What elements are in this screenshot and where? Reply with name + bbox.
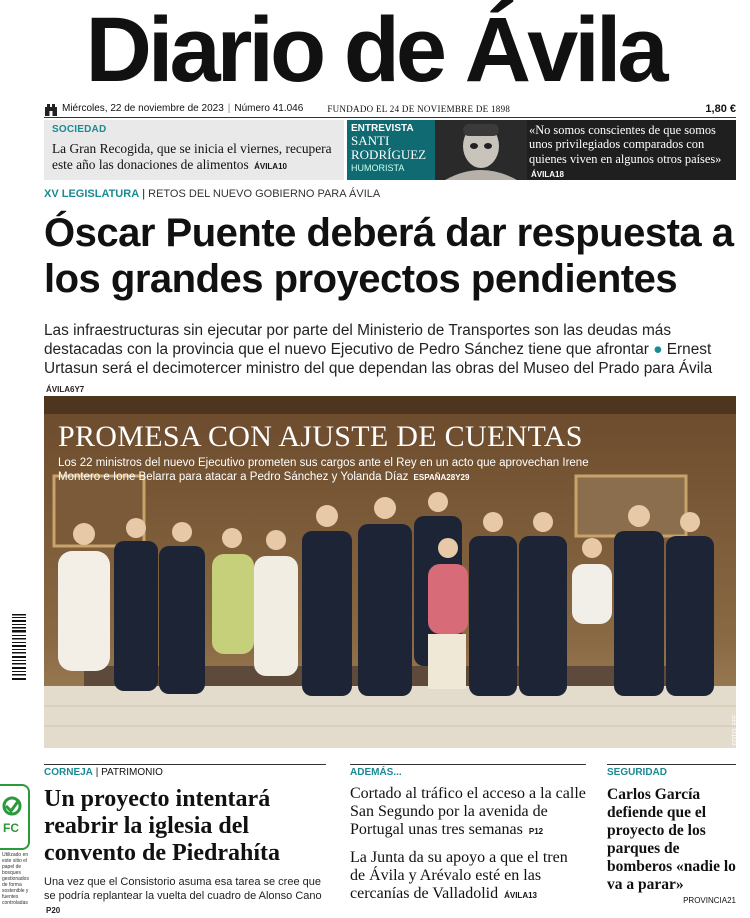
section-sub: RETOS DEL NUEVO GOBIERNO PARA ÁVILA [148, 188, 381, 200]
story-headline: Un proyecto intentará reabrir la iglesia del convento de Piedrahíta [44, 786, 280, 866]
fc-badge [0, 784, 34, 909]
bullet-dot: ● [653, 341, 663, 358]
section-line [44, 188, 380, 200]
interview-teaser[interactable] [347, 120, 736, 180]
interview-name: SANTI RODRÍGUEZ [351, 133, 427, 162]
briefs-column [350, 764, 586, 905]
society-ref: ÁVILA10 [254, 162, 287, 171]
photo-title: PROMESA CON AJUSTE DE CUENTAS [58, 420, 583, 453]
main-headline[interactable]: Óscar Puente deberá dar respuesta a los grandes proyectos pendientes [44, 211, 734, 301]
main-photo[interactable] [44, 396, 739, 748]
brief-san-segundo[interactable]: Cortado al tráfico el acceso a la calle San Segundo por la avenida de Portugal unas tres semanas P12 [350, 785, 586, 838]
main-deck: Las infraestructuras sin ejecutar por parte del Ministerio de Transportes son las deudas más destacadas con la provincia que el nuevo Ejecutivo de Pedro Sánchez tiene que afrontar ● Ernest Urtasun será el decimotercer ministro del que dependan las obras del Museo del Prado para Ávila ÁVILA6Y7 [44, 322, 713, 394]
founded-line: FUNDADO EL 24 DE NOVIEMBRE DE 1898 [327, 103, 511, 114]
issue-date: Miércoles, 22 de noviembre de 2023 [62, 103, 224, 114]
society-headline: La Gran Recogida, que se inicia el viernes, recupera este año las donaciones de alimentos ÁVILA10 [52, 141, 332, 172]
masthead [0, 0, 750, 100]
interview-label-box [347, 120, 437, 180]
story-sub: PATRIMONIO [101, 767, 163, 778]
brief-tren-cercanias[interactable]: La Junta da su apoyo a que el tren de Ávila y Arévalo esté en las cercanías de Valladolid ÁVILA13 [350, 849, 568, 902]
society-teaser[interactable] [44, 120, 344, 180]
barcode-icon [10, 612, 32, 684]
society-kicker: SOCIEDAD [52, 124, 107, 135]
issue-number: Número 41.046 [234, 103, 304, 114]
story-ref: P20 [46, 906, 61, 915]
briefs-kicker-line [350, 764, 586, 778]
separator: | [142, 188, 149, 200]
brief-ref: ÁVILA13 [504, 891, 537, 900]
photo-ref: ESPAÑA28Y29 [413, 472, 470, 482]
tree-check-icon [0, 786, 28, 848]
story-ref: PROVINCIA21 [683, 896, 736, 905]
cathedral-icon [44, 102, 58, 116]
story-convento[interactable] [44, 764, 326, 918]
story-deck: Una vez que el Consistorio asuma esa tarea se cree que se podría replantear la vuelta del cuadro de Alonso Cano P20 [44, 876, 322, 915]
fc-label: FC [3, 821, 19, 835]
interview-quote: «No somos conscientes de que somos unos privilegiados comparados con quienes viven en algunos otros países» ÁVILA18 [529, 123, 722, 180]
section-kicker: XV LEGISLATURA [44, 188, 140, 200]
interview-role: HUMORISTA [351, 163, 405, 173]
story-kicker-line [44, 764, 326, 778]
separator: | [227, 103, 231, 114]
interview-portrait [435, 120, 527, 180]
interview-kicker: ENTREVISTA [351, 123, 414, 134]
photo-caption: Los 22 ministros del nuevo Ejecutivo prometen sus cargos ante el Rey en un acto que aprovechan Irene Montero e Ione Belarra para atacar a Pedro Sánchez y Yolanda Díaz ESPAÑA28Y29 [58, 457, 589, 483]
story-kicker: CORNEJA [44, 767, 93, 778]
price: 1,80 € [705, 102, 736, 115]
brief-ref: P12 [528, 827, 544, 836]
fc-text: Utilizado en este sitio el papel de bosques gestionados de forma sostenible y fuentes controladas [2, 852, 29, 906]
fc-logo [0, 784, 30, 850]
briefs-kicker: ADEMÁS... [350, 767, 402, 778]
info-bar [44, 100, 736, 118]
separator: | [95, 767, 102, 778]
story-kicker: SEGURIDAD [607, 767, 668, 778]
photo-credit: FOTO: EFE [733, 714, 739, 746]
story-headline: Carlos García defiende que el proyecto de los parques de bomberos «nadie lo va a parar» [607, 786, 736, 893]
story-bomberos[interactable] [607, 764, 736, 905]
main-ref: ÁVILA6Y7 [46, 385, 85, 394]
story-kicker-line [607, 764, 736, 778]
newspaper-title[interactable]: Diario de Ávila [85, 0, 665, 101]
interview-ref: ÁVILA18 [531, 170, 564, 180]
